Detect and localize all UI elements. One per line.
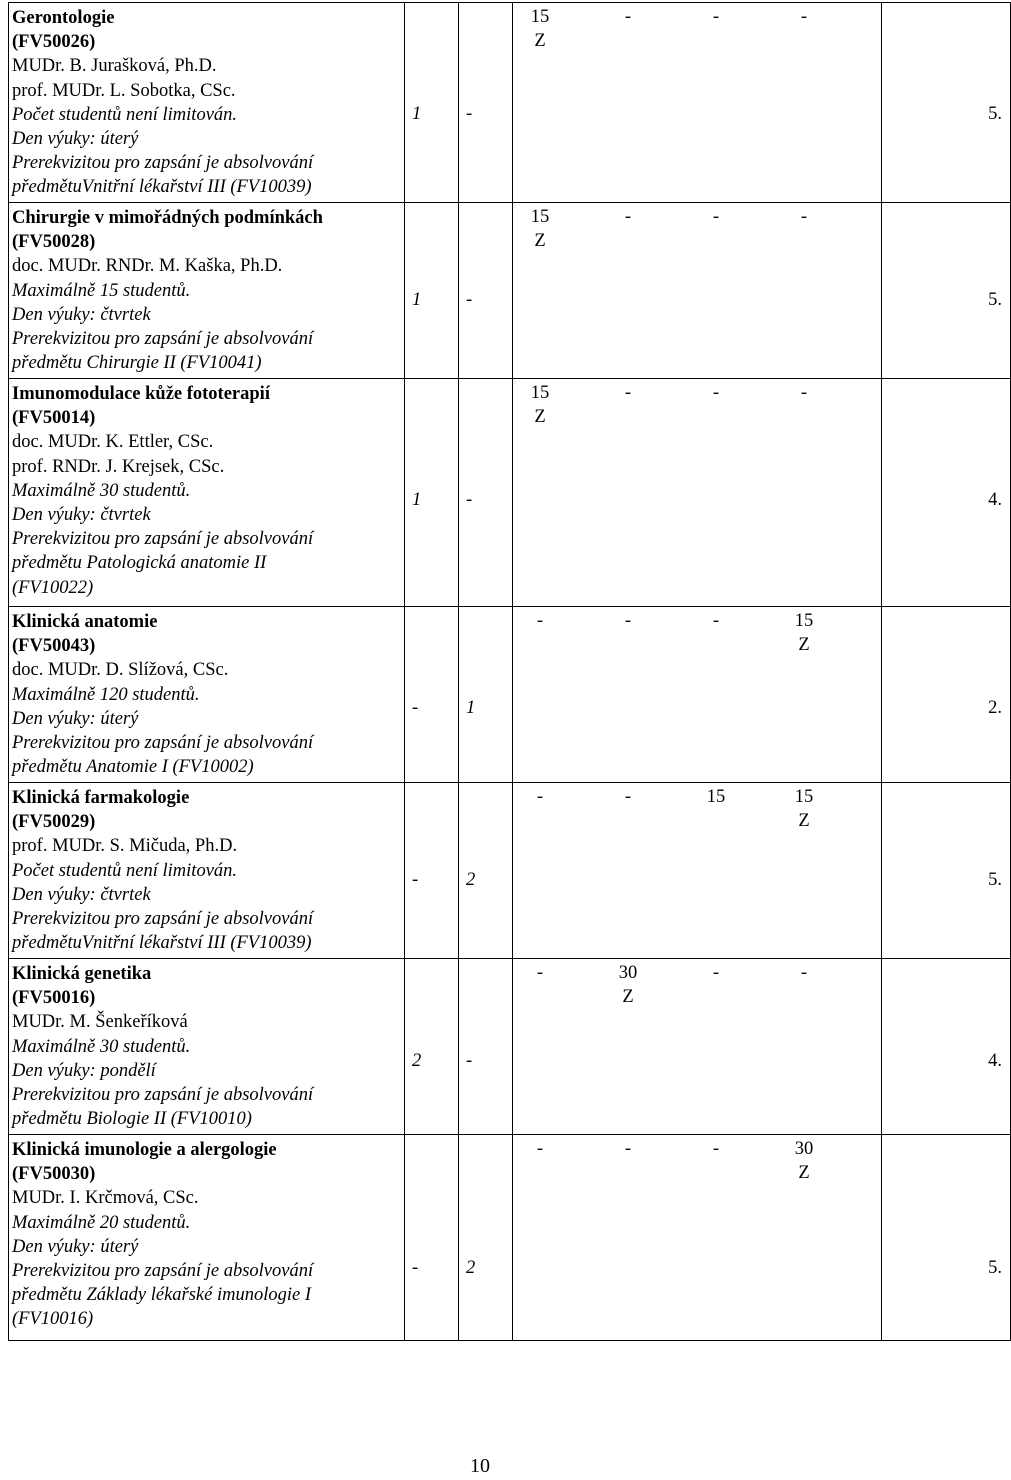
weeks-cell (513, 783, 882, 959)
course-info-cell (9, 379, 405, 607)
course-note: Maximálně 120 studentů. (12, 684, 200, 705)
week-value-line: - (624, 787, 632, 807)
weeks-wrap (513, 1135, 881, 1340)
credits-wrap (882, 959, 1010, 1134)
week-value (781, 381, 827, 405)
hours-cell (405, 3, 459, 203)
hours-wrap (459, 1135, 512, 1340)
week-value (605, 785, 651, 809)
course-title: Imunomodulace kůže fototerapií (12, 384, 270, 404)
course-title: Klinická imunologie a alergologie (12, 1140, 277, 1160)
course-note: Prerekvizitou pro zapsání je absolvování (12, 1085, 314, 1106)
hours-wrap (459, 607, 512, 782)
week-value-line: - (800, 207, 808, 227)
week-value (693, 205, 739, 229)
hours-cell (405, 203, 459, 379)
course-note: Prerekvizitou pro zapsání je absolvování (12, 909, 314, 930)
course-teacher: MUDr. B. Jurašková, Ph.D. (12, 56, 217, 77)
course-note: Maximálně 30 studentů. (12, 1036, 191, 1057)
hours-wrap (405, 607, 458, 782)
week-value-line: - (712, 7, 720, 27)
hours-wrap (405, 783, 458, 958)
week-value (693, 1137, 739, 1161)
hours-cell (459, 379, 513, 607)
credits-value: 4. (988, 490, 1002, 510)
week-value (605, 1137, 651, 1161)
hours-value: - (466, 290, 473, 310)
hours-value: - (466, 104, 473, 124)
weeks-wrap (513, 959, 881, 1134)
week-value (517, 961, 563, 985)
hours-wrap (405, 3, 458, 202)
week-value (517, 381, 563, 429)
hours-wrap (405, 959, 458, 1134)
course-code: (FV50030) (12, 1164, 96, 1185)
course-note: Den výuky: pondělí (12, 1060, 156, 1081)
course-row (9, 3, 1011, 203)
credits-wrap (882, 1135, 1010, 1340)
week-value (781, 5, 827, 29)
hours-value: 2 (466, 1258, 476, 1278)
course-code: (FV50028) (12, 232, 96, 253)
course-title: Klinická genetika (12, 964, 152, 984)
course-note: Prerekvizitou pro zapsání je absolvování (12, 1261, 314, 1282)
week-value-line: - (536, 787, 544, 807)
week-value-line: - (624, 1139, 632, 1159)
course-teacher: prof. MUDr. L. Sobotka, CSc. (12, 80, 236, 101)
course-note: Počet studentů není limitován. (12, 104, 238, 125)
course-note: Maximálně 20 studentů. (12, 1212, 191, 1233)
hours-wrap (459, 203, 512, 378)
course-teacher: doc. MUDr. RNDr. M. Kaška, Ph.D. (12, 256, 283, 277)
hours-cell (459, 607, 513, 783)
course-row (9, 607, 1011, 783)
course-info-cell (9, 607, 405, 783)
weeks-wrap (513, 607, 881, 782)
hours-value: 1 (412, 104, 422, 124)
week-value-line: - (712, 611, 720, 631)
course-row (9, 379, 1011, 607)
week-value-line: 30 (618, 963, 638, 983)
hours-cell (459, 959, 513, 1135)
week-value (517, 609, 563, 633)
week-value-line: - (712, 207, 720, 227)
week-value (781, 961, 827, 985)
course-row (9, 203, 1011, 379)
course-info-cell (9, 1135, 405, 1341)
credits-cell (882, 3, 1011, 203)
course-note: předmětu Patologická anatomie II (12, 553, 267, 574)
course-note: Den výuky: čtvrtek (12, 505, 151, 526)
hours-cell (405, 1135, 459, 1341)
week-value-line: 15 (794, 787, 814, 807)
course-code: (FV50026) (12, 32, 96, 53)
course-note: předmětuVnitřní lékařství III (FV10039) (12, 177, 312, 198)
week-value-line: - (536, 611, 544, 631)
course-note: předmětuVnitřní lékařství III (FV10039) (12, 933, 312, 954)
credits-cell (882, 959, 1011, 1135)
credits-cell (882, 607, 1011, 783)
hours-value: 1 (412, 290, 422, 310)
course-row (9, 1135, 1011, 1341)
hours-wrap (405, 1135, 458, 1340)
hours-value: 2 (466, 870, 476, 890)
week-value (781, 1137, 827, 1185)
credits-wrap (882, 203, 1010, 378)
week-value-line: 15 (530, 383, 550, 403)
hours-value: 2 (412, 1051, 422, 1071)
week-value (605, 205, 651, 229)
week-value (517, 785, 563, 809)
course-title: Klinická farmakologie (12, 788, 190, 808)
weeks-cell (513, 379, 882, 607)
week-value (781, 205, 827, 229)
hours-value: - (412, 870, 419, 890)
weeks-cell (513, 3, 882, 203)
week-value-line: - (800, 963, 808, 983)
course-title: Gerontologie (12, 8, 115, 28)
hours-cell (405, 379, 459, 607)
course-note: Prerekvizitou pro zapsání je absolvování (12, 153, 314, 174)
week-value-line: Z (798, 811, 810, 831)
credits-value: 2. (988, 698, 1002, 718)
course-teacher: doc. MUDr. D. Slížová, CSc. (12, 660, 229, 681)
credits-wrap (882, 3, 1010, 202)
course-info-cell (9, 3, 405, 203)
week-value-line: - (800, 383, 808, 403)
week-value (517, 5, 563, 53)
course-note: Počet studentů není limitován. (12, 860, 238, 881)
week-value-line: 15 (530, 7, 550, 27)
course-teacher: MUDr. I. Krčmová, CSc. (12, 1188, 199, 1209)
week-value (693, 5, 739, 29)
week-value-line: 15 (794, 611, 814, 631)
course-row (9, 783, 1011, 959)
hours-wrap (459, 3, 512, 202)
hours-wrap (459, 959, 512, 1134)
course-note: předmětu Chirurgie II (FV10041) (12, 353, 262, 374)
hours-value: - (466, 1051, 473, 1071)
week-value-line: - (712, 383, 720, 403)
week-value (693, 785, 739, 809)
course-note: předmětu Základy lékařské imunologie I (12, 1285, 312, 1306)
week-value (693, 961, 739, 985)
credits-cell (882, 379, 1011, 607)
hours-value: - (412, 698, 419, 718)
week-value-line: 15 (706, 787, 726, 807)
week-value-line: - (624, 383, 632, 403)
week-value-line: Z (534, 231, 546, 251)
credits-value: 5. (988, 290, 1002, 310)
weeks-cell (513, 959, 882, 1135)
week-value-line: 30 (794, 1139, 814, 1159)
week-value-line: - (800, 7, 808, 27)
hours-cell (459, 3, 513, 203)
course-code: (FV50014) (12, 408, 96, 429)
course-info-cell (9, 783, 405, 959)
course-note: Den výuky: čtvrtek (12, 884, 151, 905)
hours-value: - (412, 1258, 419, 1278)
course-note: Den výuky: úterý (12, 129, 139, 150)
week-value (605, 381, 651, 405)
weeks-cell (513, 203, 882, 379)
course-note: Den výuky: úterý (12, 1236, 139, 1257)
course-teacher: prof. MUDr. S. Mičuda, Ph.D. (12, 836, 238, 857)
credits-cell (882, 203, 1011, 379)
course-note: předmětu Anatomie I (FV10002) (12, 757, 254, 778)
hours-cell (459, 783, 513, 959)
week-value-line: Z (798, 1163, 810, 1183)
credits-cell (882, 783, 1011, 959)
course-note: (FV10022) (12, 577, 94, 598)
course-note: Maximálně 15 studentů. (12, 280, 191, 301)
week-value (781, 609, 827, 657)
week-value-line: - (624, 7, 632, 27)
week-value-line: Z (534, 407, 546, 427)
course-title: Klinická anatomie (12, 612, 158, 632)
course-row (9, 959, 1011, 1135)
course-info-cell (9, 203, 405, 379)
week-value (517, 1137, 563, 1161)
week-value-line: Z (622, 987, 634, 1007)
course-teacher: MUDr. M. Šenkeříková (12, 1012, 188, 1033)
course-note: Maximálně 30 studentů. (12, 480, 191, 501)
course-teacher: prof. RNDr. J. Krejsek, CSc. (12, 456, 225, 477)
week-value-line: - (712, 1139, 720, 1159)
weeks-wrap (513, 379, 881, 606)
hours-cell (459, 1135, 513, 1341)
hours-cell (405, 607, 459, 783)
courses-table (8, 2, 1011, 1341)
week-value-line: Z (534, 31, 546, 51)
week-value (605, 5, 651, 29)
hours-cell (405, 959, 459, 1135)
course-code: (FV50029) (12, 812, 96, 833)
week-value-line: - (712, 963, 720, 983)
week-value (605, 961, 651, 1009)
week-value-line: - (624, 611, 632, 631)
weeks-wrap (513, 783, 881, 958)
course-note: Den výuky: čtvrtek (12, 304, 151, 325)
week-value (693, 381, 739, 405)
credits-wrap (882, 379, 1010, 606)
hours-wrap (459, 379, 512, 606)
page-number: 10 (470, 1455, 490, 1477)
week-value (605, 609, 651, 633)
hours-cell (459, 203, 513, 379)
weeks-cell (513, 607, 882, 783)
credits-wrap (882, 607, 1010, 782)
course-code: (FV50043) (12, 636, 96, 657)
course-note: Prerekvizitou pro zapsání je absolvování (12, 329, 314, 350)
course-note: předmětu Biologie II (FV10010) (12, 1109, 252, 1130)
hours-wrap (405, 203, 458, 378)
course-note: Prerekvizitou pro zapsání je absolvování (12, 733, 314, 754)
week-value-line: - (624, 207, 632, 227)
week-value-line: - (536, 963, 544, 983)
credits-value: 5. (988, 870, 1002, 890)
hours-cell (405, 783, 459, 959)
hours-value: 1 (412, 490, 422, 510)
weeks-wrap (513, 203, 881, 378)
week-value-line: - (536, 1139, 544, 1159)
week-value (517, 205, 563, 253)
week-value (693, 609, 739, 633)
course-title: Chirurgie v mimořádných podmínkách (12, 208, 323, 228)
week-value (781, 785, 827, 833)
course-note: (FV10016) (12, 1309, 94, 1330)
credits-cell (882, 1135, 1011, 1341)
course-info-cell (9, 959, 405, 1135)
credits-wrap (882, 783, 1010, 958)
credits-value: 5. (988, 1258, 1002, 1278)
hours-value: 1 (466, 698, 476, 718)
credits-value: 5. (988, 104, 1002, 124)
course-note: Den výuky: úterý (12, 708, 139, 729)
credits-value: 4. (988, 1051, 1002, 1071)
hours-value: - (466, 490, 473, 510)
weeks-cell (513, 1135, 882, 1341)
hours-wrap (405, 379, 458, 606)
weeks-wrap (513, 3, 881, 202)
week-value-line: 15 (530, 207, 550, 227)
week-value-line: Z (798, 635, 810, 655)
course-note: Prerekvizitou pro zapsání je absolvování (12, 529, 314, 550)
hours-wrap (459, 783, 512, 958)
course-teacher: doc. MUDr. K. Ettler, CSc. (12, 432, 214, 453)
course-code: (FV50016) (12, 988, 96, 1009)
